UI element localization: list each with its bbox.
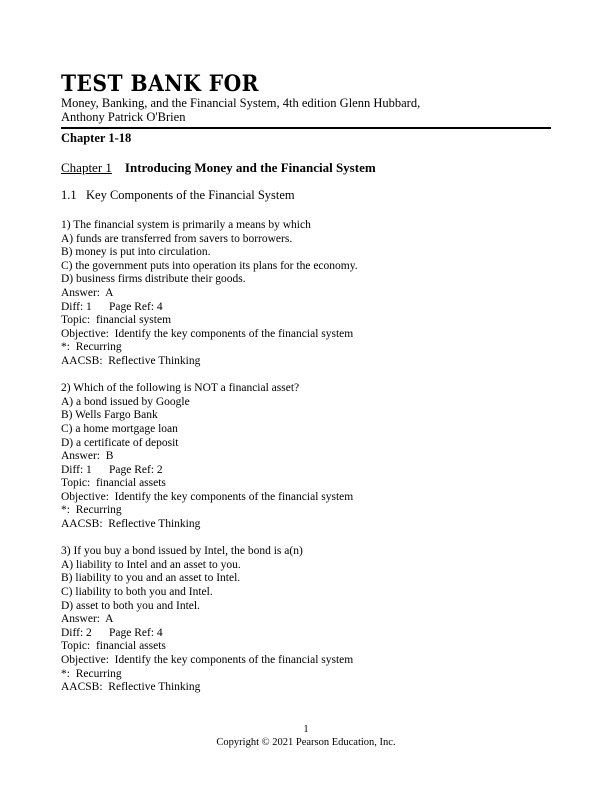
page-number: 1 [303,724,309,735]
book-subtitle-line-1: Money, Banking, and the Financial System, 4th edition Glenn Hubbard, [61,96,421,110]
choice-d: D) business firms distribute their goods. [61,273,246,286]
page-content [61,72,551,708]
choice-d: D) a certificate of deposit [61,436,179,449]
question-block-2 [61,382,551,532]
choice-c: C) liability to both you and Intel. [61,586,213,599]
choice-c: C) the government puts into operation its plans for the economy. [61,259,358,272]
section-heading: 1.1 Key Components of the Financial System [61,188,295,202]
question-text: 1) The financial system is primarily a means by which [61,219,311,231]
diff-pageref-line: Diff: 1 Page Ref: 2 [61,463,163,476]
topic-line: Topic: financial system [61,314,172,327]
aacsb-line: AACSB: Reflective Thinking [61,681,201,694]
question-text: 2) Which of the following is NOT a financial asset? [61,382,300,395]
choice-a: A) a bond issued by Google [61,395,190,408]
answer-line: Answer: B [61,450,114,463]
copyright-notice: Copyright © 2021 Pearson Education, Inc. [216,737,396,748]
aacsb-line: AACSB: Reflective Thinking [61,354,201,367]
choice-b: B) Wells Fargo Bank [61,409,158,422]
question-block-3 [61,545,551,695]
objective-line: Objective: Identify the key components of the financial system [61,327,354,340]
chapter-label: Chapter 1 [61,160,112,175]
question-block-1 [61,219,551,369]
choice-a: A) funds are transferred from savers to borrowers. [61,232,293,245]
question-text: 3) If you buy a bond issued by Intel, the bond is a(n) [61,545,303,558]
objective-line: Objective: Identify the key components of the financial system [61,654,354,666]
choice-b: B) money is put into circulation. [61,246,211,259]
choice-c: C) a home mortgage loan [61,422,178,435]
chapter-range-label: Chapter 1-18 [61,131,132,145]
choice-a: A) liability to Intel and an asset to you. [61,558,241,571]
chapter-heading [61,160,551,175]
recurring-line: *: Recurring [61,504,122,517]
question-list [61,219,551,695]
answer-line: Answer: A [61,613,114,626]
book-subtitle-line-2: Anthony Patrick O'Brien [61,110,186,124]
topic-line: Topic: financial assets [61,640,166,653]
choice-b: B) liability to you and an asset to Intel. [61,572,241,585]
recurring-line: *: Recurring [61,341,122,354]
answer-line: Answer: A [61,286,114,299]
diff-pageref-line: Diff: 1 Page Ref: 4 [61,300,163,313]
recurring-line: *: Recurring [61,667,122,680]
diff-pageref-line: Diff: 2 Page Ref: 4 [61,626,163,639]
objective-line: Objective: Identify the key components of the financial system [61,490,354,503]
aacsb-line: AACSB: Reflective Thinking [61,518,201,531]
document-title: TEST BANK FOR [61,71,259,97]
page-footer [0,723,612,749]
topic-line: Topic: financial assets [61,477,166,490]
choice-d: D) asset to both you and Intel. [61,599,200,612]
chapter-title: Introducing Money and the Financial System [124,160,376,175]
